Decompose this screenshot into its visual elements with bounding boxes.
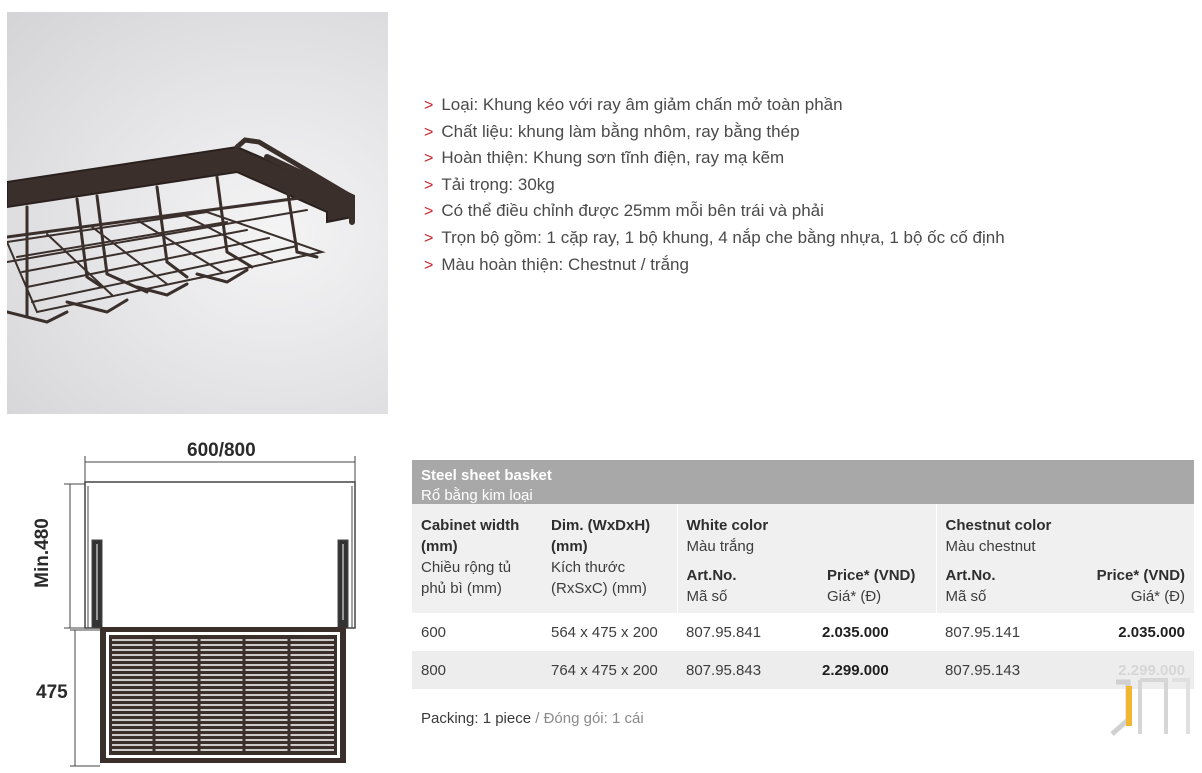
white-color-header: White color Màu trắng [677,504,936,557]
feature-item: > Trọn bộ gồm: 1 cặp ray, 1 bộ khung, 4 nắp che bằng nhựa, 1 bộ ốc cố định [424,227,1005,247]
table-title [412,460,1194,504]
product-photo [7,12,388,414]
chestnut-artno-cell: 807.95.143 [936,651,1082,689]
chestnut-artno-cell: 807.95.141 [945,624,1021,641]
white-price-cell: 2.299.000 [818,651,936,689]
dimension-header: Dim. (WxDxH) (mm) Kích thước (RxSxC) (mm) [542,504,677,613]
white-artno-cell: 807.95.843 [677,651,818,689]
cabinet-width-cell: 600 [421,624,447,641]
white-artno-cell: 807.95.841 [686,624,762,641]
feature-item: > Chất liệu: khung làm bằng nhôm, ray bằng thép [424,121,800,141]
basket-illustration [7,12,388,414]
table-header-row [412,504,1194,557]
white-price-cell: 2.035.000 [822,624,889,641]
feature-item: > Loại: Khung kéo với ray âm giảm chấn mở toàn phần [424,95,843,114]
table-title-vi: Rổ bằng kim loại [421,487,533,504]
feature-item: > Hoàn thiện: Khung sơn tĩnh điện, ray mạ kẽm [424,148,785,168]
technical-drawing [30,432,370,768]
chevron-right-icon: > [424,229,434,247]
chestnut-artno-header: Art.No. Mã số [936,557,1082,613]
table-row [412,651,1194,689]
cabinet-width-cell: 800 [412,651,542,689]
cabinet-width-header: Cabinet width (mm) Chiều rộng tủ phủ bì (mm) [412,504,542,613]
dimension-cell: 564 x 475 x 200 [551,624,658,641]
width-dimension-label: 600/800 [187,440,256,461]
spec-grid [412,504,1194,689]
chestnut-price-header: Price* (VND) Giá* (Đ) [1082,557,1194,613]
chevron-right-icon: > [424,203,434,221]
chevron-right-icon: > [424,150,434,168]
white-price-header: Price* (VND) Giá* (Đ) [818,557,936,613]
chestnut-price-cell: 2.035.000 [1118,624,1186,641]
min-height-dimension-label: Min.480 [31,518,53,588]
depth-dimension-label: 475 [36,682,68,703]
chestnut-price-cell: 2.299.000 [1082,651,1194,689]
feature-list [424,92,1005,278]
chevron-right-icon: > [424,176,434,194]
feature-item: > Màu hoàn thiện: Chestnut / trắng [424,254,689,274]
chevron-right-icon: > [424,123,434,141]
dimension-drawing [30,432,370,768]
feature-item: > Có thể điều chỉnh được 25mm mỗi bên trái và phải [424,201,824,221]
watermark-logo [1106,672,1192,742]
dimension-cell: 764 x 475 x 200 [542,651,677,689]
chestnut-color-header: Chestnut color Màu chestnut [936,504,1194,557]
table-row [412,613,1194,651]
white-artno-header: Art.No. Mã số [677,557,818,613]
packing-note: Packing: 1 piece / Đóng gói: 1 cái [421,710,644,727]
feature-item: > Tải trọng: 30kg [424,174,555,194]
spec-table [412,460,1194,689]
table-title-en: Steel sheet basket [421,467,552,484]
chevron-right-icon: > [424,256,434,274]
chevron-right-icon: > [424,97,434,114]
